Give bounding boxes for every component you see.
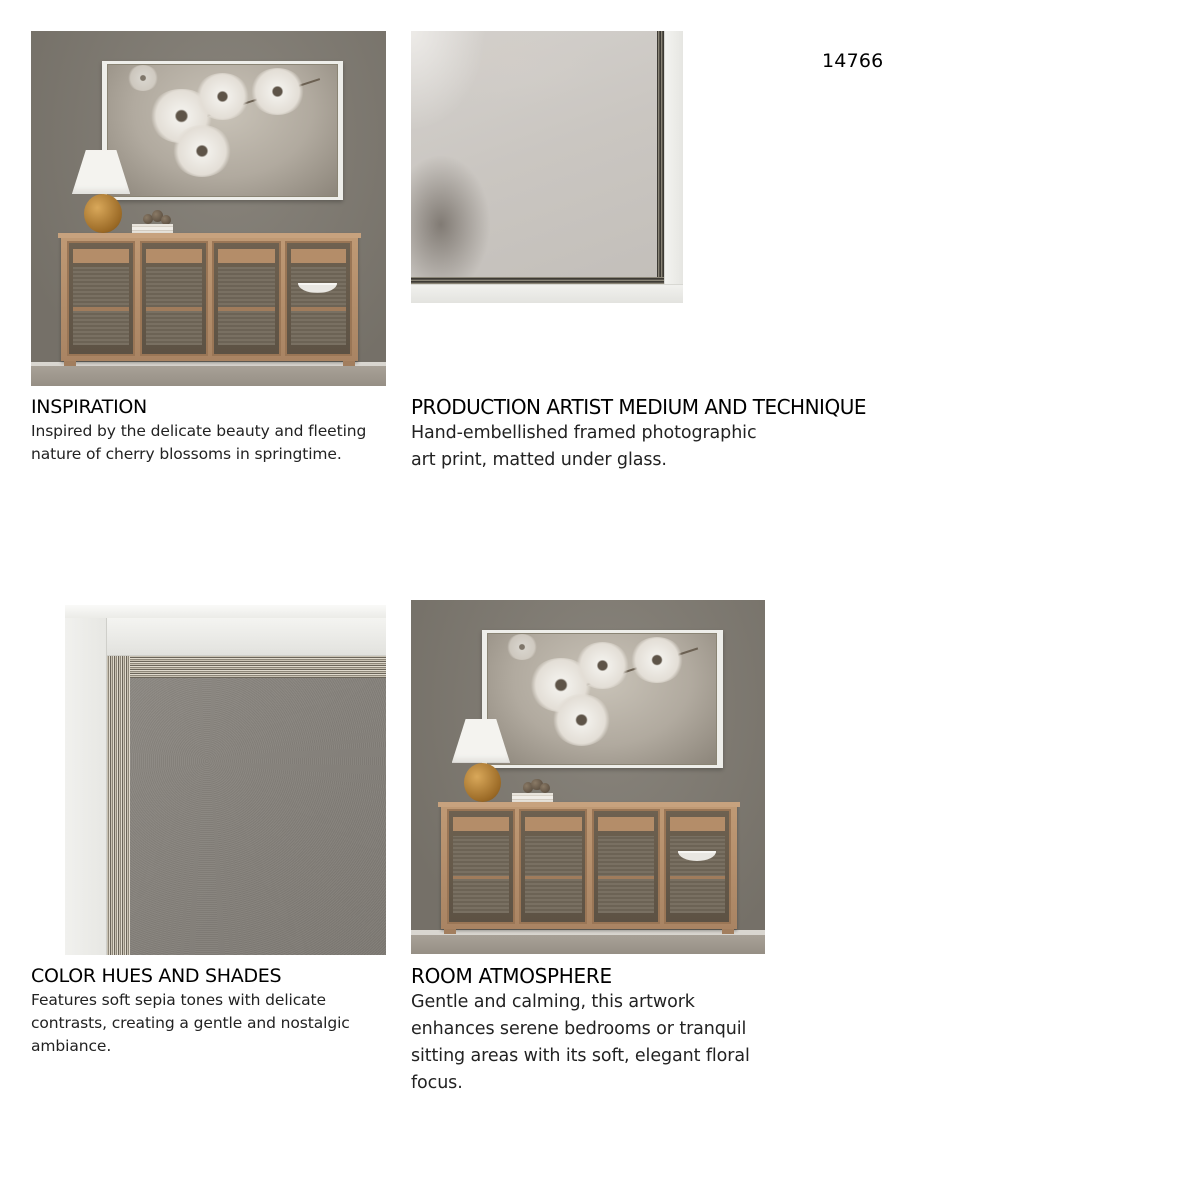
framed-artwork [482,630,723,768]
books-stack [132,224,173,233]
medium-caption [411,396,971,474]
color-line: ambiance. [31,1037,112,1055]
lamp-base [464,763,501,802]
inspiration-caption [31,396,401,466]
framed-artwork [102,61,343,199]
product-sku: 14766 [822,50,884,72]
medium-text [411,420,971,474]
wooden-sideboard [441,802,737,929]
inspiration-heading: INSPIRATION [31,396,147,418]
room-line: focus. [411,1073,463,1093]
room-text [411,989,811,1097]
room-line: Gentle and calming, this artwork [411,992,695,1012]
room-caption [411,965,811,1097]
color-frame-corner-image [31,600,386,955]
lamp-base [84,194,121,233]
inspiration-room-image [31,31,386,386]
room-heading: ROOM ATMOSPHERE [411,964,612,988]
wooden-sideboard [61,233,357,361]
room-atmosphere-image [411,600,765,954]
inspiration-line: Inspired by the delicate beauty and fleeting [31,422,367,440]
inspiration-text [31,420,401,466]
color-text [31,989,401,1058]
color-line: Features soft sepia tones with delicate [31,991,326,1009]
medium-heading: PRODUCTION ARTIST MEDIUM AND TECHNIQUE [411,395,866,419]
medium-line: Hand-embellished framed photographic [411,423,757,443]
medium-closeup-image [411,31,683,303]
color-line: contrasts, creating a gentle and nostalgic [31,1014,350,1032]
room-line: sitting areas with its soft, elegant floral [411,1046,750,1066]
medium-line: art print, matted under glass. [411,450,667,470]
color-caption [31,965,401,1058]
books-stack [512,793,553,802]
room-line: enhances serene bedrooms or tranquil [411,1019,747,1039]
inspiration-line: nature of cherry blossoms in springtime. [31,445,342,463]
color-heading: COLOR HUES AND SHADES [31,965,282,987]
